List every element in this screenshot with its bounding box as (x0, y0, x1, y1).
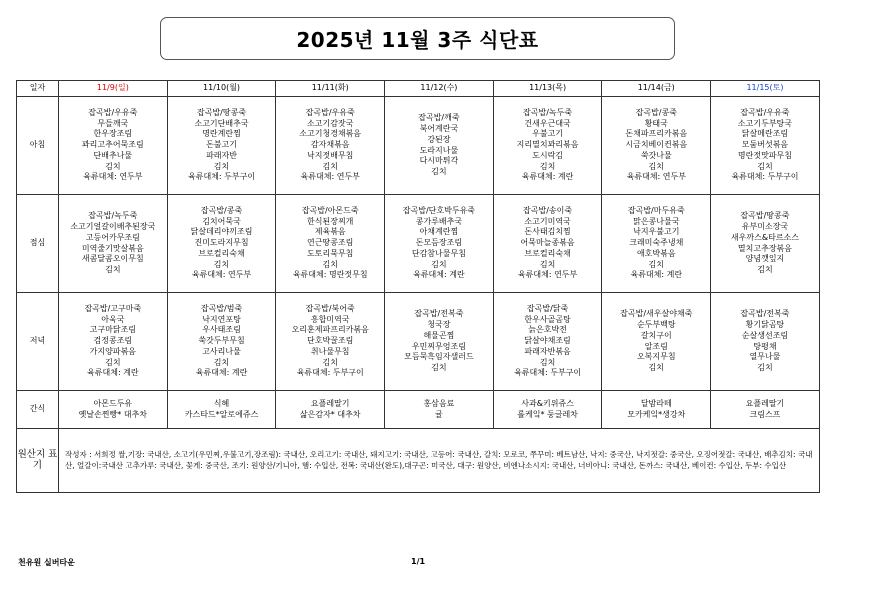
menu-item: 잡곡밥/새우살야채죽 (620, 309, 693, 319)
menu-item: 김치어묵국 (202, 216, 241, 226)
menu-item: 파래자반 (206, 150, 237, 160)
breakfast-cell (385, 97, 494, 195)
menu-item: 김치 (213, 161, 230, 171)
origin-row (17, 429, 820, 493)
menu-item: 김치 (648, 259, 665, 269)
menu-item: 잡곡밥/단호박두유죽 (402, 205, 476, 215)
header-row (17, 81, 820, 97)
menu-item: 미역줄기맛살볶음 (81, 243, 144, 253)
menu-item: 육류대체: 연두부 (83, 172, 143, 182)
weekly-menu-table (16, 80, 820, 493)
origin-label: 원산지 표기 (17, 429, 59, 493)
menu-item: 알조림 (644, 341, 668, 351)
menu-item: 무들깨국 (97, 118, 129, 128)
menu-item: 도시락김 (532, 150, 564, 160)
menu-item: 육류대체: 두부구이 (188, 172, 256, 182)
menu-item: 닭살메란조림 (741, 129, 789, 139)
menu-item: 잡곡밥/북어죽 (305, 303, 355, 313)
menu-item: 롤케잌* 둥글레차 (517, 409, 578, 419)
menu-item: 크래미숙주냉채 (629, 238, 684, 248)
snack-cell (602, 391, 711, 429)
menu-item: 새콤달콤오이무침 (81, 254, 144, 264)
menu-item: 소고기두부탕국 (737, 118, 793, 128)
menu-item: 제육볶음 (314, 227, 346, 237)
menu-item: 옛날손찐빵* 대추차 (78, 409, 148, 419)
menu-item: 김치 (648, 161, 665, 171)
menu-item: 청국장 (427, 319, 451, 329)
institution-name: 천유원 실버타운 (18, 558, 75, 567)
menu-item: 잡곡밥/전복죽 (740, 309, 790, 319)
menu-item: 고구마닭조림 (89, 325, 137, 335)
menu-item: 달밤라떼 (640, 398, 672, 408)
menu-item: 쑥갓두부무침 (198, 336, 245, 346)
menu-title-box (160, 17, 675, 60)
menu-item: 김치 (431, 167, 447, 177)
menu-item: 낙지젓배무침 (307, 150, 354, 160)
menu-item: 소고기얼갈이배추된장국 (70, 221, 156, 231)
menu-item: 귤 (435, 409, 443, 419)
menu-item: 단배추나물 (93, 150, 133, 160)
menu-item: 검정콩조림 (93, 336, 133, 346)
menu-item: 아욱국 (101, 314, 125, 324)
menu-item: 김치 (539, 259, 556, 269)
menu-item: 잡곡밥/우유죽 (88, 107, 138, 117)
menu-item: 순살생선조림 (741, 330, 789, 340)
day-header: 11/12(수) (385, 81, 494, 97)
menu-item: 지리멸치꽈리볶음 (516, 140, 579, 150)
menu-item: 소고기청경채볶음 (299, 129, 362, 139)
snack-cell (711, 391, 820, 429)
menu-item: 요플레딸기 (310, 398, 350, 408)
menu-item: 가지양파볶음 (89, 346, 137, 356)
menu-item: 황태국 (644, 118, 668, 128)
menu-item: 김치 (757, 161, 773, 171)
menu-item: 연근땅콩조림 (307, 238, 354, 248)
menu-item: 아채계란찜 (419, 227, 459, 237)
menu-item: 낙지우불고기 (633, 227, 680, 237)
menu-item: 김치 (213, 259, 230, 269)
menu-item: 잡곡밥/우유죽 (305, 107, 355, 117)
menu-item: 돈사태김치찜 (524, 227, 571, 237)
breakfast-cell (711, 97, 820, 195)
menu-item: 육류대체: 계란 (87, 368, 139, 378)
dinner-cell (385, 293, 494, 391)
snack-row (17, 391, 820, 429)
menu-item: 잡곡밥/전복죽 (414, 309, 464, 319)
dinner-cell (711, 293, 820, 391)
lunch-cell (602, 195, 711, 293)
menu-item: 멸치고추장볶음 (737, 243, 793, 253)
snack-label: 간식 (17, 391, 59, 429)
breakfast-cell (493, 97, 602, 195)
menu-item: 닭살야채조림 (524, 336, 571, 346)
menu-item: 잡곡밥/범죽 (200, 303, 243, 313)
dinner-cell (602, 293, 711, 391)
menu-item: 육류대체: 계란 (521, 172, 574, 182)
menu-item: 김치 (105, 265, 121, 275)
dinner-row (17, 293, 820, 391)
lunch-cell (385, 195, 494, 293)
menu-item: 식혜 (213, 398, 230, 408)
menu-item: 잡곡밥/우유죽 (740, 107, 790, 117)
menu-item: 북어계란국 (419, 123, 459, 133)
menu-item: 쑥갓나물 (640, 150, 672, 160)
day-header: 11/10(월) (167, 81, 276, 97)
menu-item: 김치 (757, 363, 773, 373)
menu-item: 우사태조림 (202, 325, 241, 335)
breakfast-row (17, 97, 820, 195)
menu-item: 새우까스&타르소스 (730, 232, 799, 242)
menu-item: 진미도라지무침 (194, 238, 249, 248)
menu-item: 육류대체: 연두부 (626, 172, 686, 182)
menu-item: 육류대체: 계란 (195, 368, 248, 378)
menu-item: 우민찌무엉조림 (411, 341, 466, 351)
lunch-cell (59, 195, 168, 293)
snack-cell (276, 391, 385, 429)
menu-item: 사과&키위쥬스 (521, 398, 574, 408)
menu-item: 김치 (431, 363, 447, 373)
page-number: 1/1 (411, 557, 426, 566)
menu-item: 시금치베이컨볶음 (625, 140, 688, 150)
menu-item: 단감참나물무침 (411, 248, 466, 258)
menu-item: 양념깻잎지 (745, 254, 785, 264)
menu-item: 김치 (539, 161, 556, 171)
menu-item: 애호박볶음 (636, 248, 676, 258)
menu-item: 브로컬리숙채 (198, 248, 245, 258)
snack-cell (167, 391, 276, 429)
breakfast-cell (276, 97, 385, 195)
breakfast-cell (167, 97, 276, 195)
menu-item: 한우장조림 (93, 129, 133, 139)
menu-item: 육류대체: 연두부 (191, 270, 252, 280)
menu-item: 취나물무침 (310, 346, 350, 356)
menu-item: 소고기미역국 (524, 216, 571, 226)
snack-cell (385, 391, 494, 429)
menu-item: 순두부백탕 (636, 319, 676, 329)
origin-text: 작성자 : 서희정 쌀,기장: 국내산, 소고기(우민찌,우불고기,장조림): 국내산, 오리고기: 국내산, 돼지고기: 국내산, 고등어: 국내산, 갈치: 모로코, 쭈꾸미: 베트남산, 낙지: 중국산, 낙지젓갈: 중국산, 오징어젓갈: 국내산, 배추김치: 국내산, 얼갈이:국내산 고추가루: 국내산, 꽃게: 중국산, 조기: 원양산/기니아, 햄: 수입산, 전복: 국내산(완도),대구곤: 미국산, 대구: 원양산, 비엔나소시지: 국내산, 너비아니: 국내산, 돈까스: 국내산, 베이컨: 수입산, 두부: 수입산 (59, 429, 820, 493)
menu-item: 육류대체: 계란 (630, 270, 683, 280)
menu-item: 열무나물 (749, 352, 781, 362)
lunch-cell (711, 195, 820, 293)
lunch-label: 점심 (17, 195, 59, 293)
menu-item: 한식된장찌개 (307, 216, 354, 226)
menu-item: 육류대체: 연두부 (517, 270, 578, 280)
menu-item: 잡곡밥/땅콩죽 (740, 211, 790, 221)
menu-item: 감자채볶음 (310, 140, 350, 150)
menu-item: 탕평채 (753, 341, 777, 351)
menu-item: 김치 (322, 161, 338, 171)
menu-item: 김치 (757, 265, 773, 275)
menu-item: 브로컬리숙채 (524, 248, 571, 258)
menu-item: 모카케잌*생강차 (627, 409, 686, 419)
menu-item: 한우사골곰탕 (524, 314, 571, 324)
day-header: 11/15(토) (711, 81, 820, 97)
menu-item: 삶은감자* 대추차 (299, 409, 361, 419)
menu-item: 모둠버섯볶음 (741, 140, 789, 150)
breakfast-cell (59, 97, 168, 195)
menu-item: 오리훈제파프리카볶음 (291, 325, 369, 335)
menu-item: 김치 (213, 357, 230, 367)
menu-item: 잡곡밥/송이죽 (523, 205, 573, 215)
menu-item: 도라지나물 (419, 145, 459, 155)
dinner-label: 저녁 (17, 293, 59, 391)
menu-item: 도토리묵무침 (307, 248, 354, 258)
breakfast-label: 아침 (17, 97, 59, 195)
menu-item: 건새우근대국 (524, 118, 571, 128)
menu-item: 흥합미역국 (310, 314, 350, 324)
menu-item: 소고기단배추국 (194, 118, 249, 128)
menu-item: 오복지무침 (636, 352, 676, 362)
menu-item: 잡곡밥/고구마죽 (84, 303, 142, 313)
menu-item: 김치 (431, 259, 447, 269)
dinner-cell (276, 293, 385, 391)
menu-item: 돈불고기 (206, 140, 237, 150)
menu-item: 김치 (322, 259, 338, 269)
menu-item: 고등어카무조림 (85, 232, 140, 242)
menu-item: 잡곡밥/깨죽 (418, 113, 460, 123)
menu-item: 요플레딸기 (745, 398, 785, 408)
menu-item: 낙지연포탕 (202, 314, 241, 324)
menu-item: 홍삼음료 (423, 398, 455, 408)
menu-item: 다시마튀각 (419, 156, 459, 166)
dinner-cell (59, 293, 168, 391)
menu-item: 꽈리고추어묵조림 (81, 140, 144, 150)
menu-item: 잡곡밥/콩죽 (200, 205, 243, 215)
menu-item: 콩가루배추국 (415, 216, 463, 226)
menu-item: 카스타드*알로에쥬스 (184, 409, 259, 419)
menu-item: 파래자반볶음 (524, 346, 571, 356)
menu-item: 잡곡밥/아몬드죽 (301, 205, 359, 215)
menu-item: 육류대체: 두부구이 (514, 368, 582, 378)
menu-item: 육류대체: 두부구이 (731, 172, 799, 182)
menu-item: 닭살데리야끼조림 (190, 227, 253, 237)
menu-item: 갈치구이 (640, 330, 672, 340)
menu-item: 육류대체: 두부구이 (296, 368, 364, 378)
lunch-cell (276, 195, 385, 293)
menu-item: 크림스프 (749, 409, 781, 419)
day-header: 11/13(목) (493, 81, 602, 97)
menu-item: 잡곡밥/콩죽 (635, 107, 677, 117)
menu-item: 김치 (322, 357, 338, 367)
menu-item: 명란계란찜 (202, 129, 241, 139)
menu-item: 돈채파프리카볶음 (625, 129, 688, 139)
breakfast-cell (602, 97, 711, 195)
lunch-row (17, 195, 820, 293)
day-header: 11/9(일) (59, 81, 168, 97)
menu-item: 강된장 (427, 134, 451, 144)
menu-item: 잡곡밥/녹두죽 (523, 107, 573, 117)
menu-item: 육류대체: 계란 (413, 270, 465, 280)
menu-item: 고사리나물 (202, 346, 241, 356)
date-header-label: 일자 (17, 81, 59, 97)
menu-item: 우불고기 (532, 129, 564, 139)
snack-cell (59, 391, 168, 429)
menu-item: 늙은호박전 (528, 325, 567, 335)
menu-item: 소고기감잣국 (307, 118, 354, 128)
dinner-cell (493, 293, 602, 391)
menu-item: 맑은콩나물국 (633, 216, 680, 226)
menu-item: 유부미소장국 (741, 221, 789, 231)
menu-item: 잡곡밥/땅콩죽 (196, 107, 247, 117)
lunch-cell (493, 195, 602, 293)
menu-item: 잡곡밥/닭죽 (526, 303, 569, 313)
menu-item: 김치 (648, 363, 665, 373)
menu-item: 어묵마늘종볶음 (520, 238, 575, 248)
menu-item: 아몬드두유 (93, 398, 133, 408)
day-header: 11/11(화) (276, 81, 385, 97)
day-header: 11/14(금) (602, 81, 711, 97)
menu-item: 명란젓맛파무침 (737, 150, 793, 160)
menu-item: 해물곤찜 (423, 330, 455, 340)
dinner-cell (167, 293, 276, 391)
lunch-cell (167, 195, 276, 293)
snack-cell (493, 391, 602, 429)
menu-item: 잡곡밥/녹두죽 (88, 211, 138, 221)
menu-item: 김치 (105, 161, 121, 171)
menu-title: 2025년 11월 3주 식단표 (296, 28, 539, 52)
menu-item: 황기닭곰탕 (745, 319, 785, 329)
menu-item: 육류대체: 명란젓무침 (292, 270, 368, 280)
menu-item: 단호박꿀조림 (307, 336, 354, 346)
menu-item: 모듬묵흑임자샐러드 (404, 352, 474, 362)
menu-item: 잡곡밥/마두유죽 (627, 205, 685, 215)
menu-item: 김치 (105, 357, 121, 367)
menu-item: 육류대체: 연두부 (300, 172, 360, 182)
menu-item: 김치 (539, 357, 556, 367)
menu-item: 돈모듬장조림 (415, 238, 463, 248)
